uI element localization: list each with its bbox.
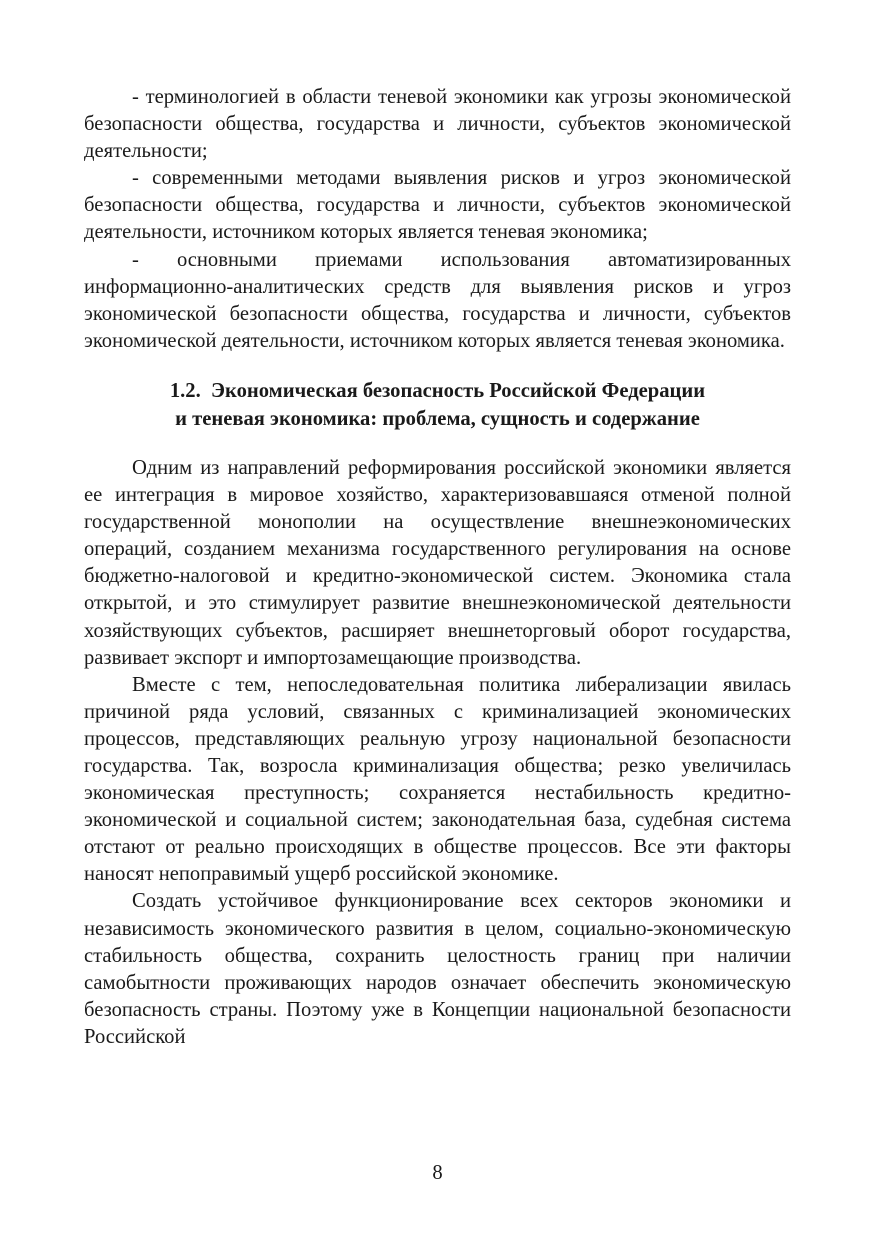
list-item: - основными приемами использования автоматизированных информационно-аналитических средств для выявления рисков и угроз экономической безопасности общества, государства и личности, субъектов экономической деятельности, источником которых является теневая экономика. [84,248,791,352]
section-heading [84,377,791,433]
section-heading-line-2: и теневая экономика: проблема, сущность и содержание [175,407,700,430]
list-item: - современными методами выявления рисков и угроз экономической безопасности общества, государства и личности, субъектов экономической деятельности, источником которых является теневая экономика; [84,167,791,244]
page-number: 8 [432,1162,443,1184]
list-item: - терминологией в области теневой экономики как угрозы экономической безопасности общества, государства и личности, субъектов экономической деятельности; [84,86,791,163]
body-paragraph: Создать устойчивое функционирование всех секторов экономики и независимость экономического развития в целом, социально-экономическую стабильность общества, сохранить целостность границ при наличии самобытности проживающих народов означает обеспечить экономическую безопасность страны. Поэтому уже в Концепции национальной безопасности Российской [84,890,791,1048]
body-paragraph: Вместе с тем, непоследовательная политика либерализации явилась причиной ряда условий, связанных с криминализацией экономических процессов, представляющих реальную угрозу национальной безопасности государства. Так, возросла криминализация общества; резко увеличилась экономическая преступность; сохраняется нестабильность кредитно-экономической и социальной систем; законодательная база, судебная система отстают от реально происходящих в обществе процессов. Все эти факторы наносят непоправимый ущерб российской экономике. [84,673,791,886]
page-content [84,84,791,1051]
section-heading-line-1: 1.2. Экономическая безопасность Российской Федерации [169,379,706,402]
body-paragraph: Одним из направлений реформирования российской экономики является ее интеграция в мировое хозяйство, характеризовавшаяся отменой полной государственной монополии на осуществление внешнеэкономических операций, созданием механизма государственного регулирования на основе бюджетно-налоговой и кредитно-экономической систем. Экономика стала открытой, и это стимулирует развитие внешнеэкономической деятельности хозяйствующих субъектов, расширяет внешнеторговый оборот государства, развивает экспорт и импортозамещающие производства. [84,456,791,669]
